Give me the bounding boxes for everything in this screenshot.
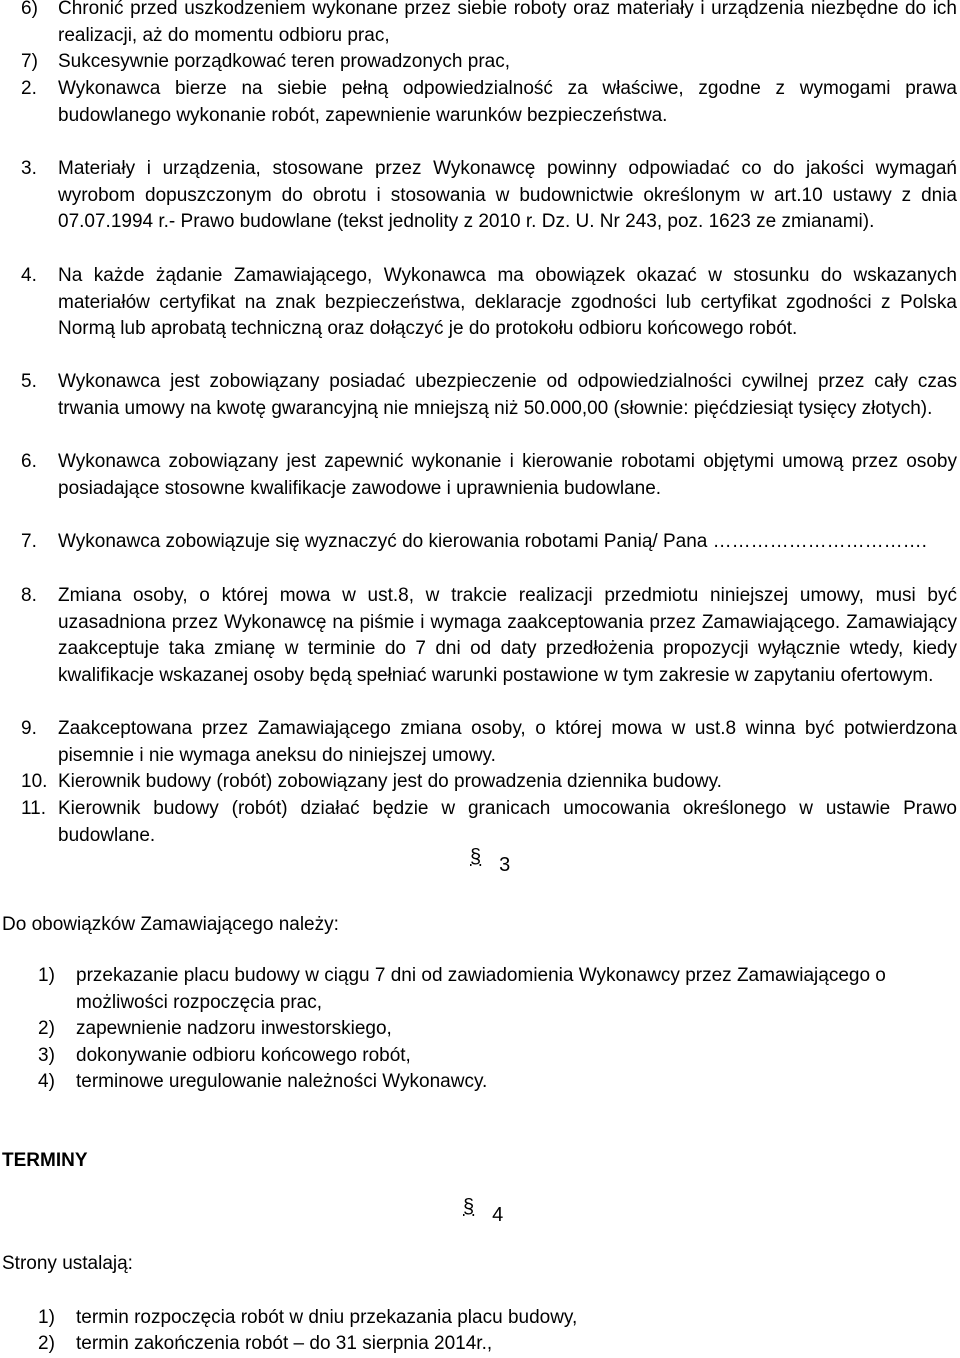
list-item-number: 2) (38, 1018, 55, 1039)
list-item-number: 4. (21, 265, 37, 286)
list-item (21, 0, 957, 49)
list-item (21, 49, 957, 76)
list-item (21, 263, 957, 343)
list-item (21, 769, 957, 796)
section-number (463, 1196, 504, 1229)
list-item-number: 2. (21, 78, 37, 99)
list-item-text: Kierownik budowy (robót) zobowiązany jest do prowadzenia dziennika budowy. (58, 771, 722, 792)
section-heading: TERMINY (2, 1150, 88, 1171)
list-item (21, 583, 957, 689)
list-item-number: 2) (38, 1333, 55, 1354)
list-item-text: Wykonawca zobowiązany jest zapewnić wykonanie i kierowanie robotami objętymi umową przez osoby posiadające stosowne kwalifikacje zawodowe i uprawnienia budowlane. (58, 451, 957, 499)
list-item-text: przekazanie placu budowy w ciągu 7 dni od zawiadomienia Wykonawcy przez Zamawiającego o możliwości rozpoczęcia prac, (76, 965, 886, 1013)
list-item-number: 3) (38, 1045, 55, 1066)
list-item-number: 7. (21, 531, 37, 552)
list-item-text: termin rozpoczęcia robót w dniu przekazania placu budowy, (76, 1307, 578, 1328)
list-item (21, 529, 957, 556)
section-number-value: 4 (492, 1204, 504, 1226)
list-item (21, 369, 957, 422)
list-item-text: Wykonawca bierze na siebie pełną odpowiedzialność za właściwe, zgodne z wymogami prawa budowlanego wykonanie robót, zapewnienie warunków bezpieczeństwa. (58, 78, 957, 126)
list-item-text: Na każde żądanie Zamawiającego, Wykonawca ma obowiązek okazać w stosunku do wskazanych materiałów certyfikat na znak bezpieczeństwa, deklaracje zgodności lub certyfikat zgodności z Polska Normą lub aprobatą techniczną oraz dołączyć je do protokołu odbioru końcowego robót. (58, 265, 957, 339)
list-item-text: Kierownik budowy (robót) działać będzie w granicach umocowania określonego w ustawie Prawo budowlane. (58, 798, 957, 846)
list-item-number: 6. (21, 451, 37, 472)
section-intro: Do obowiązków Zamawiającego należy: (2, 914, 339, 935)
list-item-text: Materiały i urządzenia, stosowane przez Wykonawcę powinny odpowiadać co do jakości wymagań wyrobom dopuszczonym do obrotu i stosowania w budownictwie określonym w art.10 ustawy z dnia 07.07.1994 r.- Prawo budowlane (tekst jednolity z 2010 r. Dz. U. Nr 243, poz. 1623 ze zmianami). (58, 158, 957, 232)
list-item-number: 1) (38, 1307, 55, 1328)
list-item-number: 3. (21, 158, 37, 179)
paragraph-sign: § (463, 1196, 475, 1218)
list-item-text: termin zakończenia robót – do 31 sierpnia 2014r., (76, 1333, 493, 1354)
list-item-number: 11. (21, 798, 47, 819)
list-item (21, 796, 957, 849)
list-item-number: 6) (21, 0, 38, 19)
list-item-text: Chronić przed uszkodzeniem wykonane przez siebie roboty oraz materiały i urządzenia niezbędne do ich realizacji, aż do momentu odbioru prac, (58, 0, 957, 46)
list-item-number: 10. (21, 771, 48, 792)
list-item-text: Zaakceptowana przez Zamawiającego zmiana osoby, o której mowa w ust.8 winna być potwierdzona pisemnie i nie wymaga aneksu do niniejszej umowy. (58, 718, 957, 766)
list-item (38, 1305, 938, 1332)
paragraph-sign: § (470, 846, 482, 868)
list-item-text: zapewnienie nadzoru inwestorskiego, (76, 1018, 392, 1039)
list-item (21, 449, 957, 502)
list-item (21, 76, 957, 129)
list-item-number: 1) (38, 965, 55, 986)
list-item-text: Wykonawca zobowiązuje się wyznaczyć do kierowania robotami Panią/ Pana ……………………………. (58, 531, 927, 552)
list-item-number: 7) (21, 51, 38, 72)
list-item-text: terminowe uregulowanie należności Wykonawcy. (76, 1071, 488, 1092)
list-item-number: 9. (21, 718, 37, 739)
section-intro: Strony ustalają: (2, 1253, 133, 1274)
list-item-number: 5. (21, 371, 37, 392)
list-item (38, 1043, 938, 1070)
section-number (470, 846, 511, 879)
list-item (38, 1069, 938, 1096)
list-item-text: dokonywanie odbioru końcowego robót, (76, 1045, 411, 1066)
list-item-number: 8. (21, 585, 37, 606)
list-item (38, 1016, 938, 1043)
section-number-value: 3 (499, 854, 511, 876)
list-item (21, 156, 957, 236)
list-item (38, 1331, 938, 1358)
list-item (38, 963, 938, 1016)
list-item-number: 4) (38, 1071, 55, 1092)
list-item-text: Wykonawca jest zobowiązany posiadać ubezpieczenie od odpowiedzialności cywilnej przez cały czas trwania umowy na kwotę gwarancyjną nie mniejszą niż 50.000,00 (słownie: pięćdziesiąt tysięcy złotych). (58, 371, 957, 419)
list-item (21, 716, 957, 769)
list-item-text: Zmiana osoby, o której mowa w ust.8, w trakcie realizacji przedmiotu niniejszej umowy, musi być uzasadniona przez Wykonawcę na piśmie i wymaga zaakceptowania przez Zamawiającego. Zamawiający zaakceptuje taka zmianę w terminie do 7 dni od daty przedłożenia propozycji wyłącznie wtedy, kiedy kwalifikacje wskazanej osoby będą spełniać warunki postawione w tym zakresie w zapytaniu ofertowym. (58, 585, 957, 686)
list-item-text: Sukcesywnie porządkować teren prowadzonych prac, (58, 51, 511, 72)
